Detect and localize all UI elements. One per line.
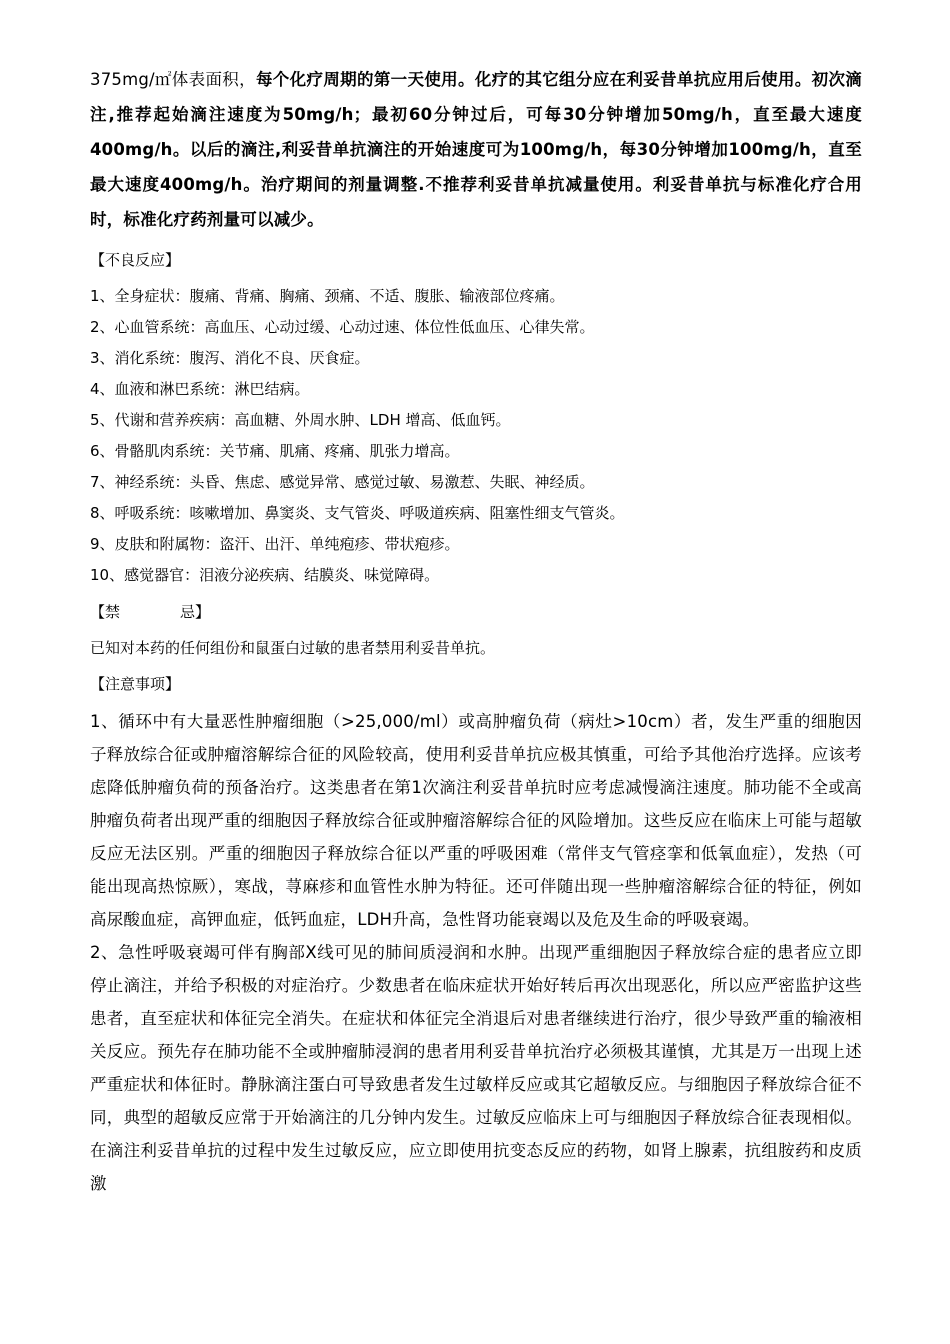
list-item: 7、神经系统：头昏、焦虑、感觉异常、感觉过敏、易激惹、失眠、神经质。 bbox=[90, 473, 595, 491]
list-item: 6、骨骼肌肉系统：关节痛、肌痛、疼痛、肌张力增高。 bbox=[90, 442, 460, 460]
list-item: 3、消化系统：腹泻、消化不良、厌食症。 bbox=[90, 349, 370, 367]
dosage-paragraph bbox=[90, 62, 862, 237]
adverse-reactions-heading: 【不良反应】 bbox=[90, 251, 181, 269]
list-item: 5、代谢和营养疾病：高血糖、外周水肿、LDH 增高、低血钙。 bbox=[90, 411, 511, 429]
contraindications-text: 已知对本药的任何组份和鼠蛋白过敏的患者禁用利妥昔单抗。 bbox=[90, 639, 496, 657]
list-item: 9、皮肤和附属物：盗汗、出汗、单纯疱疹、带状疱疹。 bbox=[90, 535, 460, 553]
list-item: 8、呼吸系统：咳嗽增加、鼻窦炎、支气管炎、呼吸道疾病、阻塞性细支气管炎。 bbox=[90, 504, 625, 522]
contraindications-heading: 【禁 忌】 bbox=[90, 603, 211, 621]
list-item: 10、感觉器官：泪液分泌疾病、结膜炎、味觉障碍。 bbox=[90, 566, 440, 584]
precautions-heading: 【注意事项】 bbox=[90, 675, 181, 693]
adverse-reactions-list bbox=[90, 281, 862, 591]
precaution-paragraph: 2、急性呼吸衰竭可伴有胸部X线可见的肺间质浸润和水肿。出现严重细胞因子释放综合症的患者应立即停止滴注，并给予积极的对症治疗。少数患者在临床症状开始好转后再次出现恶化，所以应严密监护这些患者，直至症状和体征完全消失。在症状和体征完全消退后对患者继续进行治疗，很少导致严重的输液相关反应。预先存在肺功能不全或肿瘤肺浸润的患者用利妥昔单抗治疗必须极其谨慎，尤其是万一出现上述严重症状和体征时。静脉滴注蛋白可导致患者发生过敏样反应或其它超敏反应。与细胞因子释放综合征不同，典型的超敏反应常于开始滴注的几分钟内发生。过敏反应临床上可与细胞因子释放综合征表现相似。在滴注利妥昔单抗的过程中发生过敏反应，应立即使用抗变态反应的药物，如肾上腺素，抗组胺药和皮质激 bbox=[90, 943, 862, 1193]
list-item: 2、心血管系统：高血压、心动过缓、心动过速、体位性低血压、心律失常。 bbox=[90, 318, 595, 336]
list-item: 1、全身症状：腹痛、背痛、胸痛、颈痛、不适、腹胀、输液部位疼痛。 bbox=[90, 287, 565, 305]
list-item: 4、血液和淋巴系统：淋巴结病。 bbox=[90, 380, 310, 398]
dosage-text: 每个化疗周期的第一天使用。化疗的其它组分应在利妥昔单抗应用后使用。初次滴注,推荐起始滴注速度为50mg/h；最初60分钟过后，可每30分钟增加50mg/h，直至最大速度400mg/h。以后的滴注,利妥昔单抗滴注的开始速度可为100mg/h，每30分钟增加100mg/h，直至最大速度400mg/h。治疗期间的剂量调整.不推荐利妥昔单抗减量使用。利妥昔单抗与标准化疗合用时，标准化疗药剂量可以减少。 bbox=[90, 70, 862, 229]
dosage-lead: 375mg/㎡体表面积， bbox=[90, 70, 256, 89]
precaution-paragraph: 1、循环中有大量恶性肿瘤细胞（>25,000/ml）或高肿瘤负荷（病灶>10cm）者，发生严重的细胞因子释放综合征或肿瘤溶解综合征的风险较高，使用利妥昔单抗应极其慎重，可给予其他治疗选择。应该考虑降低肿瘤负荷的预备治疗。这类患者在第1次滴注利妥昔单抗时应考虑减慢滴注速度。肺功能不全或高肿瘤负荷者出现严重的细胞因子释放综合征或肿瘤溶解综合征的风险增加。这些反应在临床上可能与超敏反应无法区别。严重的细胞因子释放综合征以严重的呼吸困难（常伴支气管痉挛和低氧血症），发热（可能出现高热惊厥），寒战，荨麻疹和血管性水肿为特征。还可伴随出现一些肿瘤溶解综合征的特征，例如高尿酸血症，高钾血症，低钙血症，LDH升高，急性肾功能衰竭以及危及生命的呼吸衰竭。 bbox=[90, 712, 862, 929]
